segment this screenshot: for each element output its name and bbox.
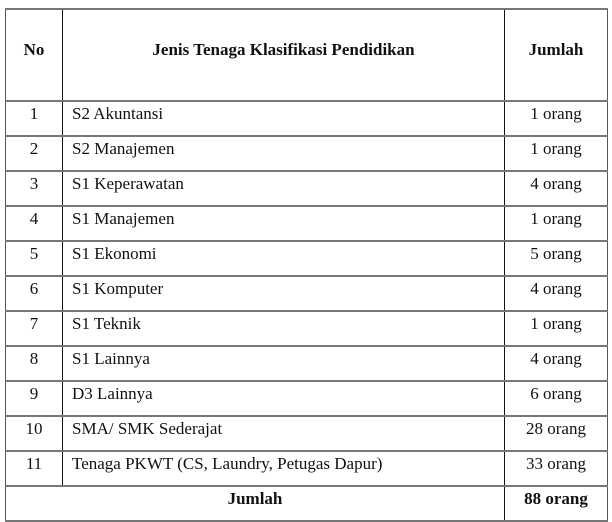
cell-name: S1 Keperawatan [63, 171, 505, 206]
cell-qty: 28 orang [505, 416, 608, 451]
cell-no: 11 [6, 451, 63, 486]
cell-qty: 4 orang [505, 276, 608, 311]
cell-qty: 5 orang [505, 241, 608, 276]
cell-qty: 1 orang [505, 206, 608, 241]
cell-qty: 1 orang [505, 101, 608, 136]
cell-name: S1 Manajemen [63, 206, 505, 241]
cell-qty: 4 orang [505, 346, 608, 381]
cell-name: SMA/ SMK Sederajat [63, 416, 505, 451]
cell-no: 3 [6, 171, 63, 206]
cell-qty: 4 orang [505, 171, 608, 206]
table-row [6, 346, 608, 381]
cell-no: 6 [6, 276, 63, 311]
cell-no: 7 [6, 311, 63, 346]
cell-no: 8 [6, 346, 63, 381]
cell-qty: 1 orang [505, 136, 608, 171]
cell-no: 10 [6, 416, 63, 451]
cell-name: S1 Lainnya [63, 346, 505, 381]
cell-name: S1 Ekonomi [63, 241, 505, 276]
table-total-row [6, 486, 608, 521]
table-row [6, 171, 608, 206]
table-row [6, 311, 608, 346]
table-row [6, 451, 608, 486]
cell-name: S1 Komputer [63, 276, 505, 311]
total-label: Jumlah [6, 486, 505, 521]
education-staff-table [5, 8, 608, 522]
total-qty: 88 orang [505, 486, 608, 521]
table-row [6, 241, 608, 276]
cell-name: S2 Manajemen [63, 136, 505, 171]
cell-no: 1 [6, 101, 63, 136]
table-row [6, 416, 608, 451]
cell-qty: 6 orang [505, 381, 608, 416]
table-row [6, 101, 608, 136]
header-qty: Jumlah [505, 9, 608, 101]
cell-name: D3 Lainnya [63, 381, 505, 416]
cell-no: 9 [6, 381, 63, 416]
cell-name: S1 Teknik [63, 311, 505, 346]
table-row [6, 206, 608, 241]
cell-no: 5 [6, 241, 63, 276]
table-row [6, 276, 608, 311]
table-header-row [6, 9, 608, 101]
cell-name: Tenaga PKWT (CS, Laundry, Petugas Dapur) [63, 451, 505, 486]
cell-name: S2 Akuntansi [63, 101, 505, 136]
cell-qty: 1 orang [505, 311, 608, 346]
table-row [6, 381, 608, 416]
cell-no: 4 [6, 206, 63, 241]
cell-qty: 33 orang [505, 451, 608, 486]
table-row [6, 136, 608, 171]
cell-no: 2 [6, 136, 63, 171]
header-no: No [6, 9, 63, 101]
header-name: Jenis Tenaga Klasifikasi Pendidikan [63, 9, 505, 101]
